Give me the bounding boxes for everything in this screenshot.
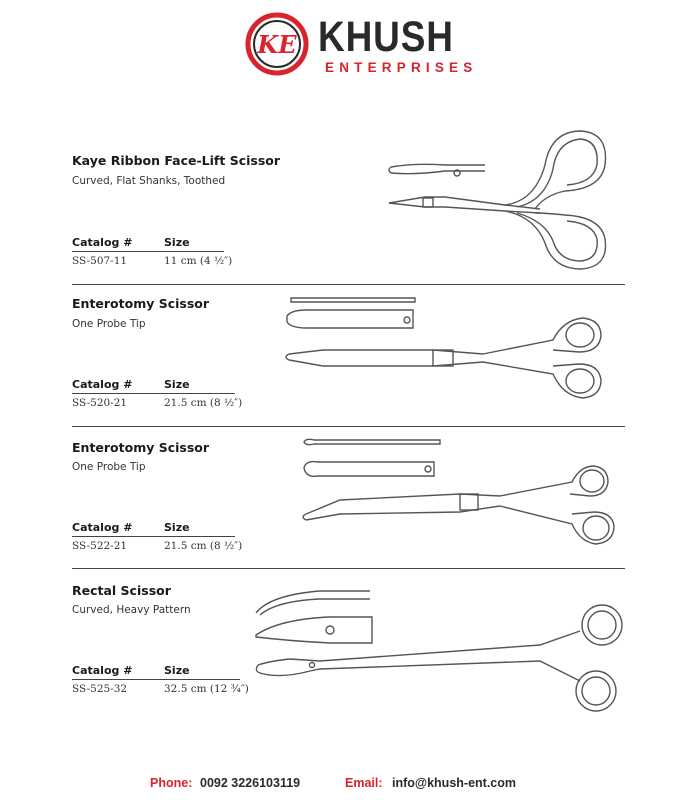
rectal-scissor-icon xyxy=(250,585,625,715)
size-header: Size xyxy=(164,236,190,249)
catalog-number: SS-522-21 xyxy=(72,540,128,552)
ribbon-scissor-icon xyxy=(385,125,615,275)
product-title: Enterotomy Scissor xyxy=(72,440,210,455)
size-header: Size xyxy=(164,378,190,391)
enterotomy-scissor-icon xyxy=(283,290,618,420)
size-header: Size xyxy=(164,664,190,677)
size-value: 32.5 cm (12 ¾″) xyxy=(164,683,249,695)
brand-name: KHUSH xyxy=(318,13,454,61)
product-description: One Probe Tip xyxy=(72,461,146,473)
product-description: Curved, Heavy Pattern xyxy=(72,604,191,616)
email-address[interactable]: info@khush-ent.com xyxy=(392,776,516,790)
product-title: Enterotomy Scissor xyxy=(72,296,210,311)
catalog-number: SS-507-11 xyxy=(72,255,128,267)
email-label: Email: xyxy=(345,776,383,790)
product-description: One Probe Tip xyxy=(72,318,146,330)
section-divider xyxy=(72,568,625,569)
phone-number[interactable]: 0092 3226103119 xyxy=(200,776,301,790)
catalog-number: SS-520-21 xyxy=(72,397,128,409)
catalog-header: Catalog # xyxy=(72,521,133,534)
ke-logo-icon xyxy=(245,12,309,76)
size-value: 21.5 cm (8 ½″) xyxy=(164,397,243,409)
section-divider xyxy=(72,426,625,427)
phone-label: Phone: xyxy=(150,776,193,790)
catalog-header: Catalog # xyxy=(72,236,133,249)
column-underline xyxy=(72,393,235,394)
brand-tagline: ENTERPRISES xyxy=(325,60,478,75)
page-header xyxy=(0,0,689,100)
column-underline xyxy=(72,679,240,680)
size-header: Size xyxy=(164,521,190,534)
product-title: Rectal Scissor xyxy=(72,583,171,598)
size-value: 11 cm (4 ½″) xyxy=(164,255,233,267)
logo-letters: KE xyxy=(257,30,297,59)
catalog-header: Catalog # xyxy=(72,664,133,677)
enterotomy-scissor-icon xyxy=(300,434,620,562)
section-divider xyxy=(72,284,625,285)
product-description: Curved, Flat Shanks, Toothed xyxy=(72,175,226,187)
catalog-number: SS-525-32 xyxy=(72,683,128,695)
column-underline xyxy=(72,251,224,252)
size-value: 21.5 cm (8 ½″) xyxy=(164,540,243,552)
catalog-header: Catalog # xyxy=(72,378,133,391)
product-title: Kaye Ribbon Face-Lift Scissor xyxy=(72,153,281,168)
contact-footer xyxy=(0,770,689,794)
column-underline xyxy=(72,536,235,537)
